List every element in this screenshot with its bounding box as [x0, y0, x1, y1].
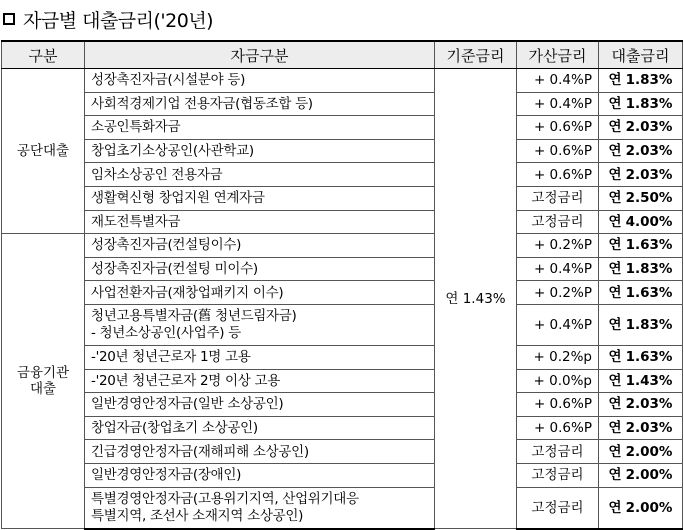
- rate-prefix: 연: [608, 499, 622, 516]
- add-rate: + 0.0%p: [517, 369, 599, 393]
- loan-rate: [599, 257, 683, 281]
- rate-value: 2.03%: [625, 119, 673, 136]
- table-row: [2, 345, 683, 369]
- header-base-rate: 기준금리: [435, 41, 517, 69]
- loan-rate: [599, 345, 683, 369]
- table-header-row: [2, 41, 683, 69]
- table-row: [2, 304, 683, 345]
- add-rate: 고정금리: [517, 440, 599, 464]
- fund-name: 일반경영안정자금(장애인): [85, 463, 435, 487]
- rate-prefix: 연: [608, 372, 622, 389]
- table-row: [2, 116, 683, 140]
- add-rate: + 0.6%P: [517, 163, 599, 187]
- rate-prefix: 연: [608, 467, 622, 484]
- add-rate: 고정금리: [517, 463, 599, 487]
- add-rate: + 0.6%P: [517, 416, 599, 440]
- table-row: [2, 281, 683, 305]
- category-cell: 공단대출: [2, 69, 85, 234]
- rate-value: 4.00%: [625, 213, 673, 230]
- fund-name: 창업초기소상공인(사관학교): [85, 139, 435, 163]
- fund-name-line1: 청년고용특별자금(舊 청년드림자금): [91, 307, 297, 324]
- rate-value: 1.43%: [625, 372, 673, 389]
- rate-prefix: 연: [608, 420, 622, 437]
- add-rate: + 0.6%P: [517, 139, 599, 163]
- rate-value: 2.03%: [625, 143, 673, 160]
- loan-rate: [599, 139, 683, 163]
- fund-name: 일반경영안정자금(일반 소상공인): [85, 393, 435, 417]
- add-rate: + 0.2%p: [517, 345, 599, 369]
- loan-rate: [599, 487, 683, 529]
- rate-prefix: 연: [608, 166, 622, 183]
- loan-rate: [599, 416, 683, 440]
- fund-name: 재도전특별자금: [85, 210, 435, 234]
- fund-name: [85, 304, 435, 345]
- fund-name: 긴급경영안정자금(재해피해 소상공인): [85, 440, 435, 464]
- fund-name: 사업전환자금(재창업패키지 이수): [85, 281, 435, 305]
- rate-prefix: 연: [608, 284, 622, 301]
- rate-prefix: 연: [608, 119, 622, 136]
- fund-name-line2: 특별지역, 조선사 소재지역 소상공인): [91, 507, 304, 524]
- rate-prefix: 연: [608, 95, 622, 112]
- rate-prefix: 연: [608, 349, 622, 366]
- fund-name: 소공인특화자금: [85, 116, 435, 140]
- table-row: [2, 416, 683, 440]
- add-rate: 고정금리: [517, 186, 599, 210]
- rate-value: 1.63%: [625, 284, 673, 301]
- rate-prefix: 연: [608, 72, 622, 89]
- fund-name: 창업자금(창업초기 소상공인): [85, 416, 435, 440]
- loan-rate: [599, 304, 683, 345]
- rate-prefix: 연: [608, 190, 622, 207]
- fund-name-line2: - 청년소상공인(사업주) 등: [91, 324, 241, 341]
- table-row: [2, 186, 683, 210]
- fund-name: 성장촉진자금(컨설팅이수): [85, 234, 435, 258]
- table-row: [2, 257, 683, 281]
- loan-rate: [599, 92, 683, 116]
- add-rate: + 0.6%P: [517, 393, 599, 417]
- rate-value: 1.83%: [625, 261, 673, 278]
- page-title-text: 자금별 대출금리('20년): [23, 9, 214, 32]
- fund-name-line1: 특별경영안정자금(고용위기지역, 산업위기대응: [91, 490, 359, 507]
- loan-rate: [599, 393, 683, 417]
- loan-rate: [599, 463, 683, 487]
- table-row: [2, 139, 683, 163]
- table-row: [2, 463, 683, 487]
- rate-value: 2.00%: [625, 467, 673, 484]
- header-add-rate: 가산금리: [517, 41, 599, 69]
- table-row: [2, 440, 683, 464]
- add-rate: + 0.2%P: [517, 234, 599, 258]
- rate-value: 1.83%: [625, 316, 673, 333]
- rate-prefix: 연: [608, 213, 622, 230]
- category-line2: 대출: [29, 381, 57, 398]
- rate-value: 1.63%: [625, 237, 673, 254]
- add-rate: 고정금리: [517, 487, 599, 529]
- loan-rate: [599, 69, 683, 93]
- table-row: [2, 92, 683, 116]
- loan-rate: [599, 186, 683, 210]
- rate-prefix: 연: [608, 443, 622, 460]
- rate-value: 2.00%: [625, 499, 673, 516]
- fund-name: -'20년 청년근로자 1명 고용: [85, 345, 435, 369]
- checkbox-square-icon: [3, 13, 15, 25]
- table-row: [2, 163, 683, 187]
- rate-prefix: 연: [608, 316, 622, 333]
- header-fund-type: 자금구분: [85, 41, 435, 69]
- rate-value: 2.03%: [625, 420, 673, 437]
- fund-name: 생활혁신형 창업지원 연계자금: [85, 186, 435, 210]
- table-row: [2, 210, 683, 234]
- base-rate-cell: 연 1.43%: [435, 69, 517, 529]
- table-row: [2, 234, 683, 258]
- rate-value: 1.63%: [625, 349, 673, 366]
- add-rate: 고정금리: [517, 210, 599, 234]
- table-row: [2, 369, 683, 393]
- fund-name: 사회적경제기업 전용자금(협동조합 등): [85, 92, 435, 116]
- fund-name: 임차소상공인 전용자금: [85, 163, 435, 187]
- rate-prefix: 연: [608, 396, 622, 413]
- page-title: [3, 5, 213, 33]
- rate-value: 2.03%: [625, 396, 673, 413]
- add-rate: + 0.2%P: [517, 281, 599, 305]
- loan-rate-table: [1, 40, 683, 530]
- rate-prefix: 연: [608, 261, 622, 278]
- rate-value: 1.83%: [625, 95, 673, 112]
- table-row: [2, 393, 683, 417]
- loan-rate: [599, 163, 683, 187]
- header-loan-rate: 대출금리: [599, 41, 683, 69]
- rate-value: 2.50%: [625, 190, 673, 207]
- loan-rate: [599, 369, 683, 393]
- rate-value: 2.03%: [625, 166, 673, 183]
- fund-name: -'20년 청년근로자 2명 이상 고용: [85, 369, 435, 393]
- rate-prefix: 연: [608, 237, 622, 254]
- add-rate: + 0.4%P: [517, 257, 599, 281]
- loan-rate: [599, 116, 683, 140]
- loan-rate: [599, 210, 683, 234]
- loan-rate: [599, 281, 683, 305]
- fund-name: [85, 487, 435, 529]
- add-rate: + 0.4%P: [517, 304, 599, 345]
- add-rate: + 0.4%P: [517, 69, 599, 93]
- add-rate: + 0.4%P: [517, 92, 599, 116]
- header-category: 구분: [2, 41, 85, 69]
- loan-rate: [599, 234, 683, 258]
- rate-value: 1.83%: [625, 72, 673, 89]
- fund-name: 성장촉진자금(시설분야 등): [85, 69, 435, 93]
- category-line1: 금융기관: [16, 365, 70, 382]
- category-cell: [2, 234, 85, 529]
- add-rate: + 0.6%P: [517, 116, 599, 140]
- rate-value: 2.00%: [625, 443, 673, 460]
- table-row: [2, 487, 683, 529]
- fund-name: 성장촉진자금(컨설팅 미이수): [85, 257, 435, 281]
- table-row: [2, 69, 683, 93]
- rate-prefix: 연: [608, 143, 622, 160]
- loan-rate: [599, 440, 683, 464]
